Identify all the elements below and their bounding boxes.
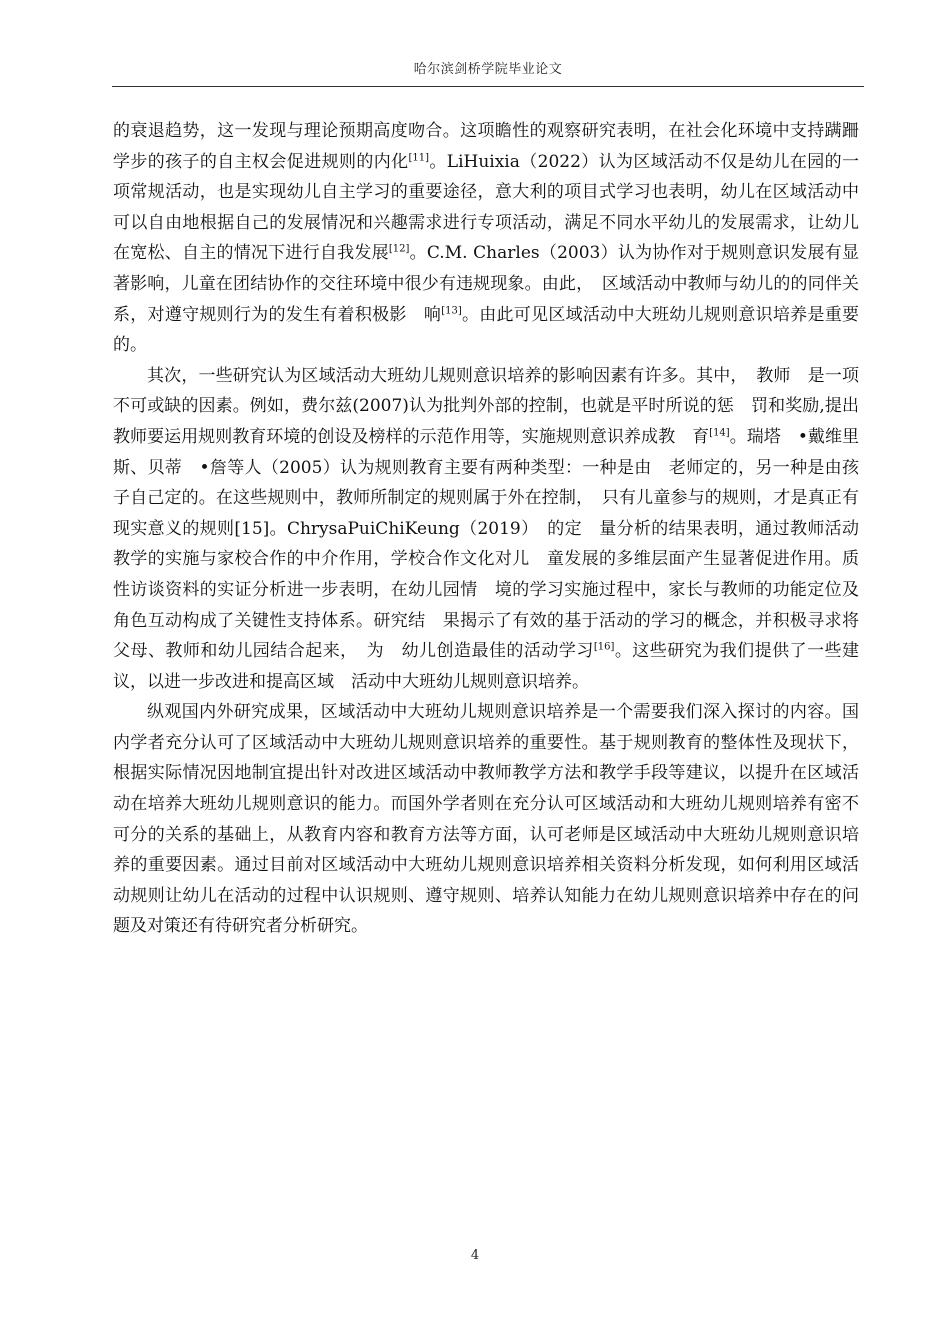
page-number: 4 (470, 1248, 480, 1263)
citation-13: [13] (441, 304, 462, 316)
body-text (113, 116, 859, 942)
page-header: 哈尔滨剑桥学院毕业论文 (413, 62, 563, 77)
paragraph-2-text-2: 。瑞塔 •戴维里斯、贝蒂 •詹等人（2005）认为规则教育主要有两种类型：一种是由 老师定的，另一种是由孩子自己定的。在这些规则中，教师所制定的规则属于外在控制， 只有儿童参与的规则，才是真正有现实意义的规则[15]。ChrysaPuiChiKeung（2019） 的定 量分析的结果表明，通过教师活动教学的实施与家校合作的中介作用，学校合作文化对儿 童发展的多维层面产生显著促进作用。质性访谈资料的实证分析进一步表明，在幼儿园情 境的学习实施过程中，家长与教师的功能定位及角色互动构成了关键性支持体系。研究结 果揭示了有效的基于活动的学习的概念，并积极寻求将父母、教师和幼儿园结合起来， 为 幼儿创造最佳的活动学习 (113, 426, 859, 662)
paragraph-1-text-3: 。C.M. Charles（2003）认为协作对于规则意识发展有显著影响，儿童在团结协作的交往环境中很少有违规现象。由此， 区域活动中教师与幼儿的的同伴关系，对遵守规则行为的发生有着积极影 响 (113, 243, 859, 325)
citation-16: [16] (593, 641, 615, 653)
paragraph-1-text-1: 的衰退趋势，这一发现与理论预期高度吻合。这项瞻性的观察研究表明，在社会化环境中支持蹒跚学步的孩子的自主权会促进规则的内化 (113, 121, 859, 172)
header-divider (112, 86, 864, 87)
paragraph-2-text-1: 其次，一些研究认为区域活动大班幼儿规则意识培养的影响因素有许多。其中， 教师 是一项不可或缺的因素。例如，费尔兹(2007)认为批判外部的控制，也就是平时所说的惩 罚和奖励,提出教师要运用规则教育环境的创设及榜样的示范作用等，实施规则意识养成教 育 (113, 365, 859, 447)
citation-12: [12] (388, 243, 410, 255)
paragraph-1 (113, 116, 859, 361)
paragraph-3 (113, 697, 859, 942)
paragraph-2-text-3: 。这些研究为我们提供了一些建议，以进一步改进和提高区域 活动中大班幼儿规则意识培养。 (113, 641, 859, 692)
paragraph-1-text-4: 。由此可见区域活动中大班幼儿规则意识培养是重要的。 (113, 304, 859, 356)
paragraph-1-text-2: 。LiHuixia（2022）认为区域活动不仅是幼儿在园的一项常规活动，也是实现幼儿自主学习的重要途径，意大利的项目式学习也表明，幼儿在区域活动中可以自由地根据自己的发展情况和兴趣需求进行专项活动，满足不同水平幼儿的发展需求，让幼儿在宽松、自主的情况下进行自我发展 (113, 151, 859, 264)
paragraph-2 (113, 361, 859, 698)
citation-14: [14] (709, 427, 730, 439)
paragraph-3-text-1: 纵观国内外研究成果，区域活动中大班幼儿规则意识培养是一个需要我们深入探讨的内容。国内学者充分认可了区域活动中大班幼儿规则意识培养的重要性。基于规则教育的整体性及现状下，根据实际情况因地制宜提出针对改进区域活动中教师教学方法和教学手段等建议，以提升在区域活动在培养大班幼儿规则意识的能力。而国外学者则在充分认可区域活动和大班幼儿规则培养有密不可分的关系的基础上，从教育内容和教育方法等方面，认可老师是区域活动中大班幼儿规则意识培养的重要因素。通过目前对区域活动中大班幼儿规则意识培养相关资料分析发现，如何利用区域活动规则让幼儿在活动的过程中认识规则、遵守规则、培养认知能力在幼儿规则意识培养中存在的问题及对策还有待研究者分析研究。 (113, 702, 859, 937)
citation-11: [11] (408, 151, 430, 163)
